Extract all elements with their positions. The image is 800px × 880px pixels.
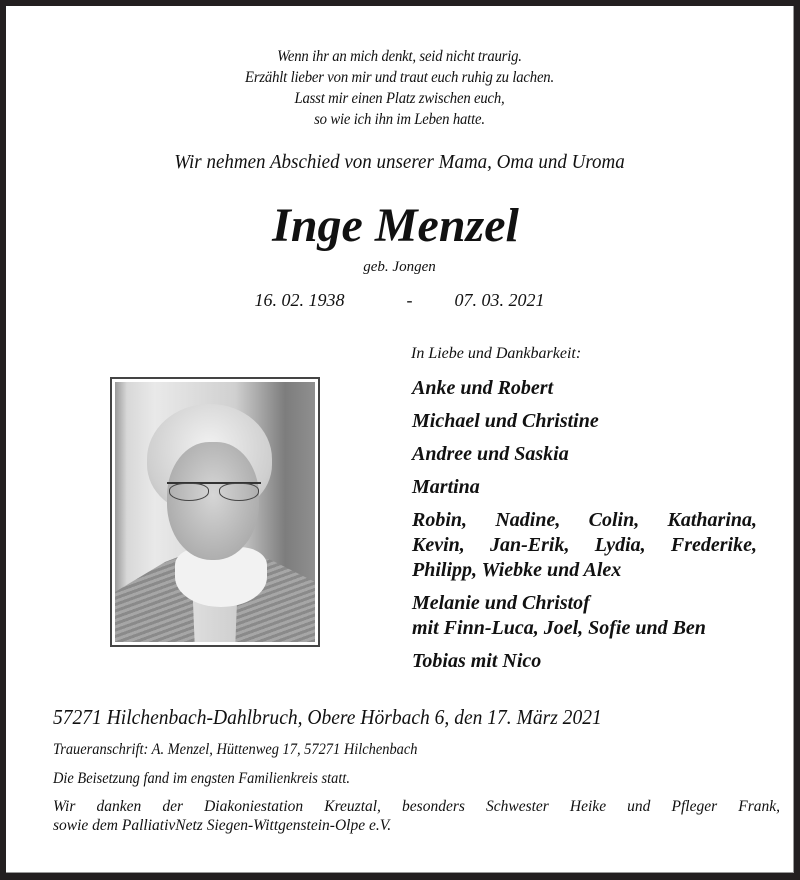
mourner-line: Martina <box>412 476 480 498</box>
life-dates <box>6 290 793 311</box>
mourner-group <box>412 475 757 500</box>
farewell-line: Wir nehmen Abschied von unserer Mama, Oma und Uroma <box>174 151 625 173</box>
mourner-line: Andree und Saskia <box>412 443 569 465</box>
mourner-line: Kevin, Jan-Erik, Lydia, Frederike, <box>412 534 757 556</box>
mourner-line: Robin, Nadine, Colin, Katharina, <box>412 509 757 531</box>
poem <box>37 46 761 130</box>
mourners-list <box>412 376 757 682</box>
mourner-line: Anke und Robert <box>412 377 554 399</box>
photo-glasses <box>167 482 261 502</box>
mourner-group-grandchildren <box>412 508 757 583</box>
death-date: 07. 03. 2021 <box>454 290 545 310</box>
poem-line: Wenn ihr an mich denkt, seid nicht traurig. <box>277 48 522 65</box>
gratitude-line: sowie dem PalliativNetz Siegen-Wittgenstein-Olpe e.V. <box>53 817 392 834</box>
mourner-group <box>412 409 757 434</box>
birth-date: 16. 02. 1938 <box>254 290 345 310</box>
deceased-name: Inge Menzel <box>272 199 519 252</box>
place-and-date: 57271 Hilchenbach-Dahlbruch, Obere Hörbach 6, den 17. März 2021 <box>53 705 602 729</box>
mourner-line: Michael und Christine <box>412 410 599 432</box>
mourner-line: mit Finn-Luca, Joel, Sofie und Ben <box>412 617 706 639</box>
poem-line: Lasst mir einen Platz zwischen euch, <box>294 90 505 107</box>
mourner-line: Philipp, Wiebke und Alex <box>412 559 622 581</box>
gratitude-note <box>53 797 780 835</box>
birth-name: geb. Jongen <box>363 259 436 275</box>
mourners-intro: In Liebe und Dankbarkeit: <box>411 345 582 362</box>
mourner-line: Melanie und Christof <box>412 592 590 614</box>
poem-line: Erzählt lieber von mir und traut euch ruhig zu lachen. <box>245 69 554 86</box>
date-separator: - <box>406 290 413 310</box>
burial-note: Die Beisetzung fand im engsten Familienkreis statt. <box>53 770 350 787</box>
poem-line: so wie ich ihn im Leben hatte. <box>314 111 485 128</box>
portrait-photo-frame <box>110 377 320 647</box>
mourner-group <box>412 376 757 401</box>
gratitude-line: Wir danken der Diakoniestation Kreuztal, besonders Schwester Heike und Pfleger Frank, <box>53 798 780 815</box>
mourner-line: Tobias mit Nico <box>412 650 542 672</box>
mourner-group <box>412 442 757 467</box>
mourning-address: Traueranschrift: A. Menzel, Hüttenweg 17, 57271 Hilchenbach <box>53 741 418 758</box>
mourner-group <box>412 649 757 674</box>
portrait-photo <box>115 382 315 642</box>
obituary-notice <box>6 6 794 873</box>
mourner-group <box>412 591 757 641</box>
